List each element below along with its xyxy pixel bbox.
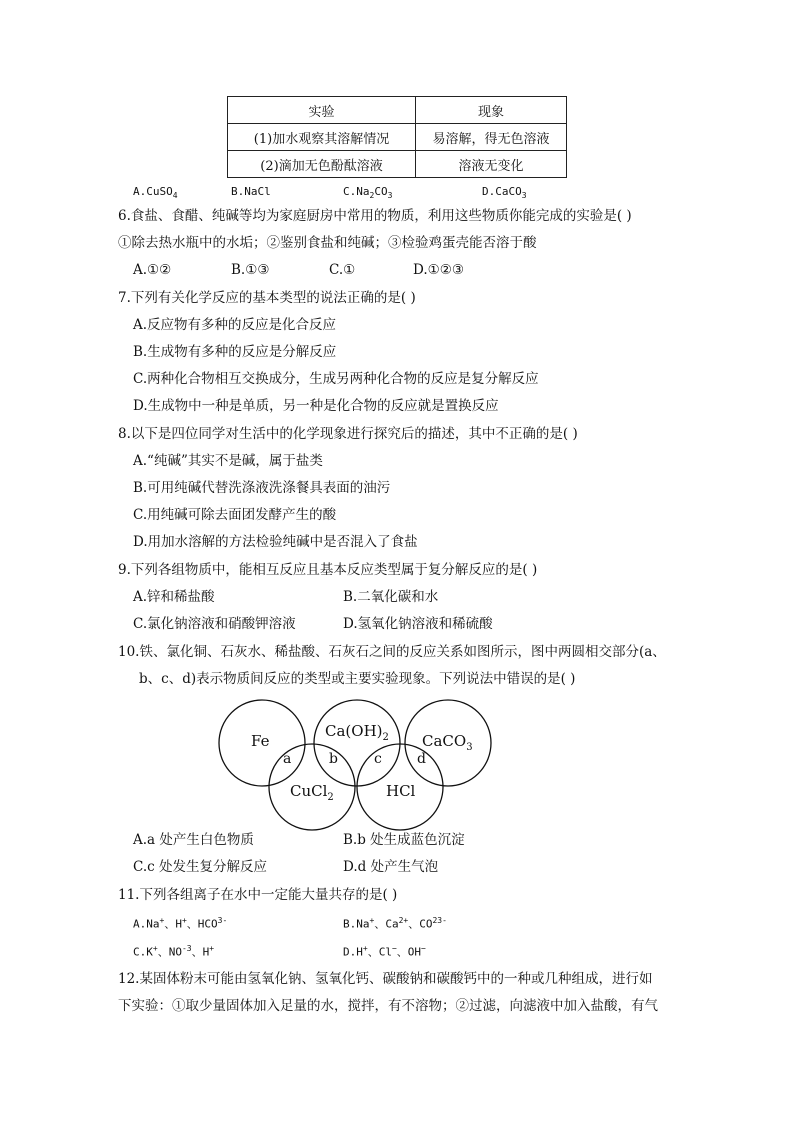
q6-option-c: C.①	[329, 262, 356, 278]
q12-stem: 12.某固体粉末可能由氢氧化钠、氢氧化钙、碳酸钠和碳酸钙中的一种或几种组成，进行如	[118, 971, 653, 987]
table-cell: 溶液无变化	[416, 151, 567, 178]
q6-option-a: A.①②	[133, 262, 172, 278]
q5-option-c: $C.Na_2CO_3$	[343, 185, 393, 201]
q7-option-c: C.两种化合物相互交换成分，生成另两种化合物的反应是复分解反应	[133, 371, 539, 387]
q8-stem: 8.以下是四位同学对生活中的化学现象进行探究后的描述，其中不正确的是( )	[118, 426, 578, 442]
q9-option-c: C.氯化钠溶液和硝酸钾溶液	[133, 616, 296, 632]
q11-option-d: D.H+、Cl−、OH−	[343, 944, 426, 959]
q10-stem-2: b、c、d)表示物质间反应的类型或主要实验现象。下列说法中错误的是( )	[139, 671, 576, 687]
q9-option-d: D.氢氧化钠溶液和稀硫酸	[343, 616, 493, 632]
q6-option-d: D.①②③	[413, 262, 464, 278]
q9-option-a: A.锌和稀盐酸	[133, 589, 215, 605]
table-header-cell: 实验	[228, 97, 416, 124]
q10-option-d: D.d 处产生气泡	[343, 859, 439, 875]
q11-option-c: C.K+、$NO^{-3}$、H+	[133, 944, 215, 959]
q10-stem: 10.铁、氯化铜、石灰水、稀盐酸、石灰石之间的反应关系如图所示，图中两圆相交部分(a、	[118, 644, 666, 660]
label-a: a	[283, 751, 292, 767]
q9-stem: 9.下列各组物质中，能相互反应且基本反应类型属于复分解反应的是( )	[118, 562, 538, 578]
q5-option-b: B.NaCl	[231, 185, 271, 198]
q10-option-a: A.a 处产生白色物质	[133, 832, 254, 848]
circle-caoh2	[314, 700, 400, 786]
q6-option-b: B.①③	[231, 262, 270, 278]
q9-option-b: B.二氧化碳和水	[343, 589, 439, 605]
q5-option-a: A.CuSO$_4$	[133, 185, 178, 201]
label-caoh2: $Ca(OH)_2$	[325, 722, 389, 743]
table-cell: (2)滴加无色酚酞溶液	[228, 151, 416, 178]
label-b: b	[329, 751, 338, 767]
label-fe: Fe	[251, 732, 270, 750]
q12-stem-2: 下实验：①取少量固体加入足量的水，搅拌，有不溶物；②过滤，向滤液中加入盐酸，有气	[118, 998, 658, 1014]
q7-stem: 7.下列有关化学反应的基本类型的说法正确的是( )	[118, 290, 416, 306]
q7-option-d: D.生成物中一种是单质，另一种是化合物的反应就是置换反应	[133, 398, 499, 414]
label-cucl2: CuCl$_2$	[290, 782, 334, 803]
label-d: d	[417, 751, 426, 767]
q11-option-a: A.Na+、H+、$HCO^{3-}$	[133, 916, 228, 931]
label-hcl: HCl	[386, 782, 416, 800]
q8-option-c: C.用纯碱可除去面团发酵产生的酸	[133, 507, 337, 523]
table-cell: (1)加水观察其溶解情况	[228, 124, 416, 151]
q7-option-a: A.反应物有多种的反应是化合反应	[133, 317, 337, 333]
q8-option-b: B.可用纯碱代替洗涤液洗涤餐具表面的油污	[133, 480, 391, 496]
q6-stem-2: ①除去热水瓶中的水垢；②鉴别食盐和纯碱；③检验鸡蛋壳能否溶于酸	[118, 235, 537, 251]
label-caco3: CaCO$_3$	[422, 732, 473, 753]
q10-option-b: B.b 处生成蓝色沉淀	[343, 832, 465, 848]
q11-option-b: B.Na+、$Ca^{2+}$、$CO^{23-}$	[343, 916, 447, 931]
q8-option-a: A.“纯碱”其实不是碱，属于盐类	[133, 453, 323, 469]
q7-option-b: B.生成物有多种的反应是分解反应	[133, 344, 337, 360]
q11-stem: 11.下列各组离子在水中一定能大量共存的是( )	[118, 887, 398, 903]
q10-option-c: C.c 处发生复分解反应	[133, 859, 267, 875]
table-cell: 易溶解，得无色溶液	[416, 124, 567, 151]
q8-option-d: D.用加水溶解的方法检验纯碱中是否混入了食盐	[133, 534, 418, 550]
table-header-cell: 现象	[416, 97, 567, 124]
label-c: c	[374, 751, 382, 767]
q5-option-d: D.CaCO$_3$	[482, 185, 527, 201]
q6-stem: 6.食盐、食醋、纯碱等均为家庭厨房中常用的物质，利用这些物质你能完成的实验是( )	[118, 208, 632, 224]
